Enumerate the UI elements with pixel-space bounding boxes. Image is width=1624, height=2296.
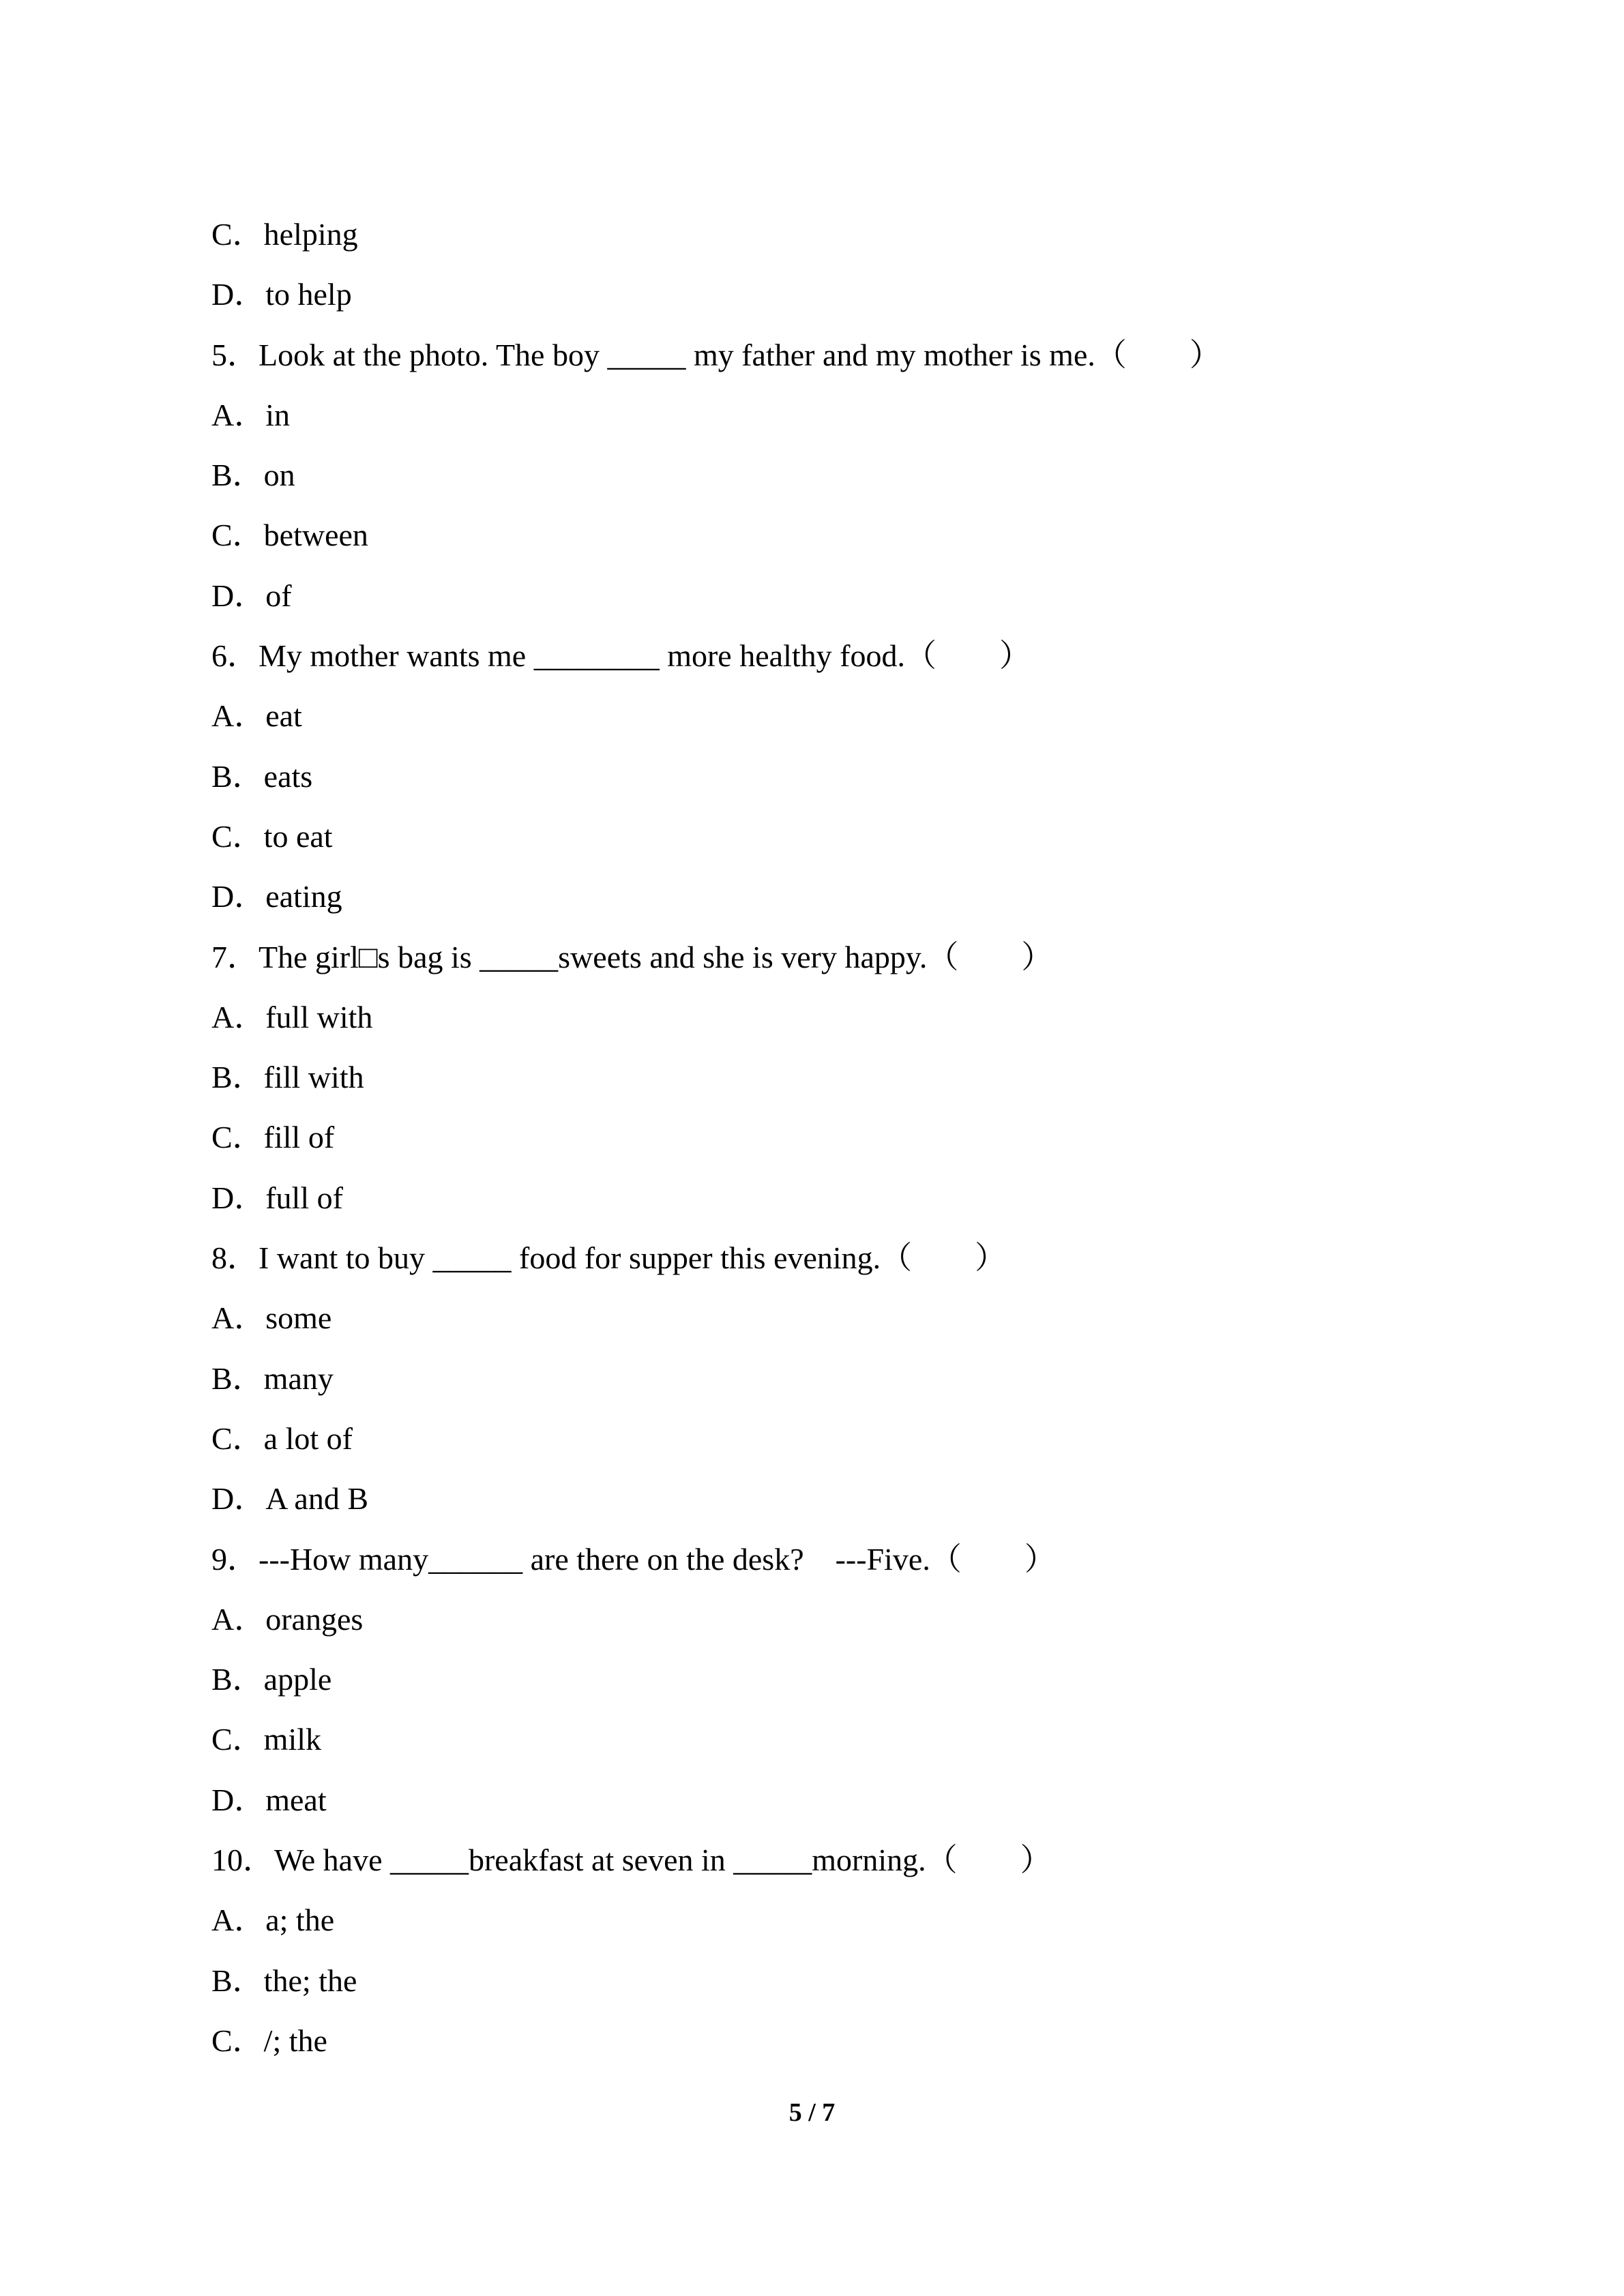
question-5: 5．Look at the photo. The boy _____ my father and my mother is me.（ ） (211, 337, 1221, 372)
option-d-q7: D．full of (211, 1180, 343, 1215)
option-a-q10: A．a; the (211, 1903, 335, 1938)
option-c-q8: C．a lot of (211, 1420, 353, 1456)
question-9: 9．---How many______ are there on the desk? ---Five.（ ） (211, 1541, 1056, 1577)
question-7: 7．The girl□s bag is _____sweets and she is very happy.（ ） (211, 939, 1053, 974)
option-c-q4: C．helping (211, 217, 358, 252)
question-6: 6．My mother wants me ________ more healthy food.（ ） (211, 638, 1031, 674)
option-a-q7: A．full with (211, 999, 373, 1034)
option-c-q5: C．between (211, 518, 368, 553)
option-a-q5: A．in (211, 397, 290, 432)
option-b-q10: B．the; the (211, 1963, 357, 1998)
option-a-q6: A．eat (211, 698, 302, 734)
option-d-q8: D．A and B (211, 1481, 368, 1517)
page-number: 5 / 7 (788, 2098, 836, 2127)
option-b-q9: B．apple (211, 1662, 332, 1697)
option-d-q6: D．eating (211, 879, 342, 914)
question-10: 10．We have _____breakfast at seven in _____morning.（ ） (211, 1843, 1052, 1878)
option-b-q7: B．fill with (211, 1060, 364, 1095)
option-b-q8: B．many (211, 1360, 334, 1396)
option-a-q8: A．some (211, 1300, 332, 1336)
option-a-q9: A．oranges (211, 1601, 364, 1637)
option-b-q6: B．eats (211, 758, 313, 794)
option-c-q6: C．to eat (211, 818, 333, 854)
option-c-q9: C．milk (211, 1722, 322, 1757)
option-c-q7: C．fill of (211, 1120, 335, 1155)
option-c-q10: C．/; the (211, 2023, 327, 2058)
question-8: 8．I want to buy _____ food for supper this evening.（ ） (211, 1240, 1007, 1276)
option-b-q5: B．on (211, 458, 295, 493)
option-d-q9: D．meat (211, 1782, 327, 1817)
option-d-q4: D．to help (211, 277, 352, 312)
option-d-q5: D．of (211, 578, 292, 613)
question-list (211, 205, 1507, 2071)
